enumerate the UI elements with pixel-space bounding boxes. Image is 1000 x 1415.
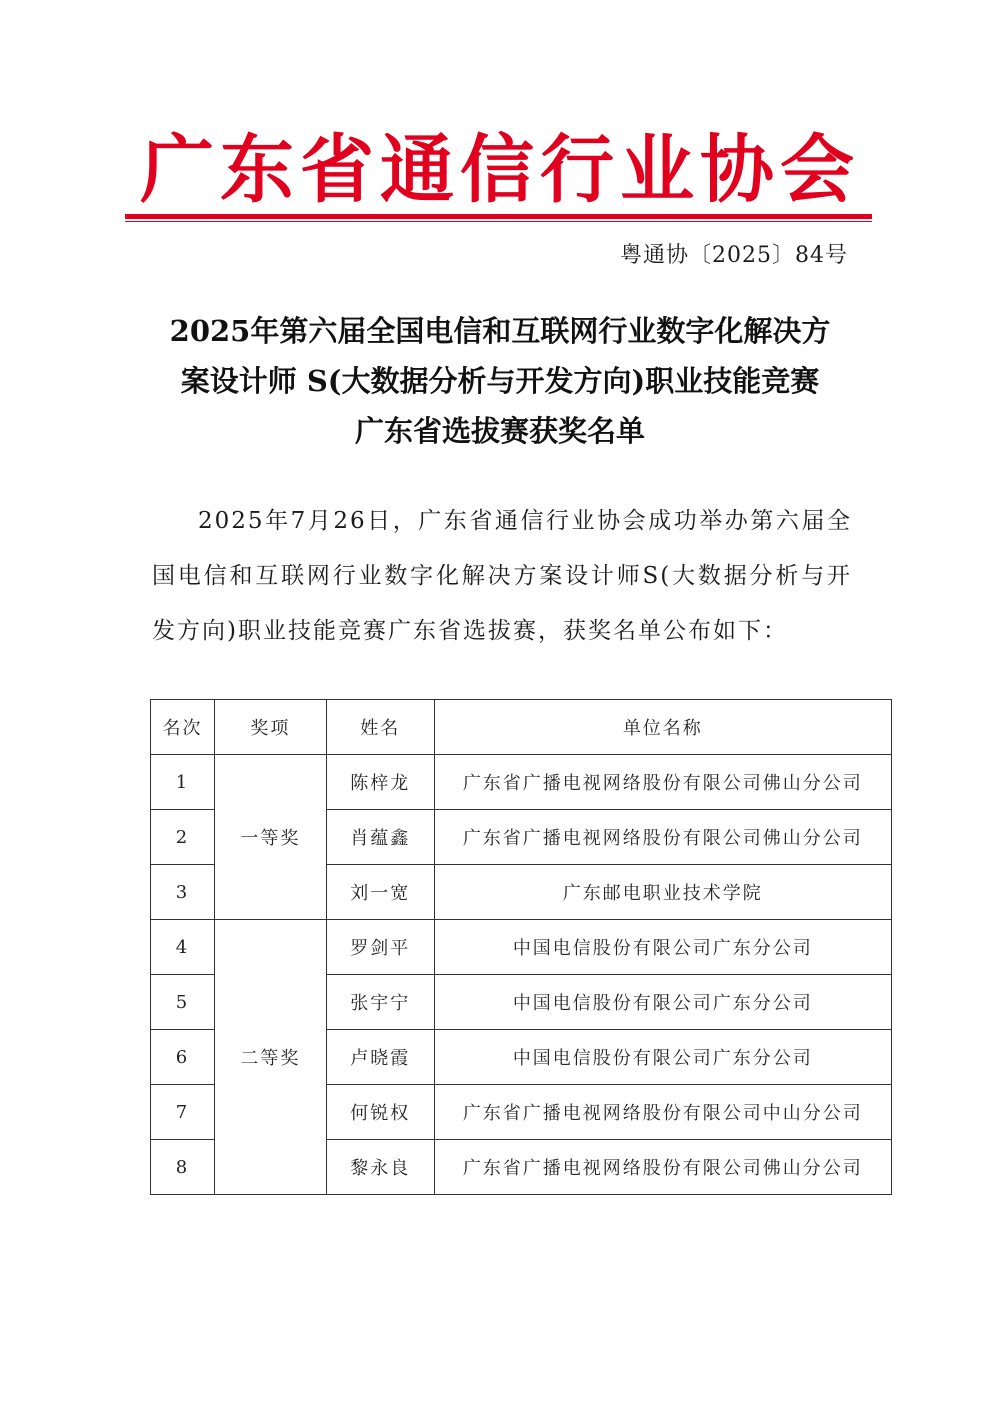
organization-cell: 中国电信股份有限公司广东分公司	[434, 920, 891, 975]
title-line-2: 案设计师 S(大数据分析与开发方向)职业技能竞赛	[180, 364, 820, 398]
award-cell-second-prize: 二等奖	[214, 920, 326, 1195]
letterhead-org-name: 广东省通信行业协会	[140, 127, 860, 213]
letterhead-red-rule	[125, 214, 872, 219]
rank-cell: 4	[151, 920, 215, 975]
name-cell: 刘一宽	[326, 865, 434, 920]
table-row	[151, 920, 892, 975]
document-number: 粤通协〔2025〕84号	[620, 243, 848, 268]
letterhead-red-rule-thin	[125, 221, 872, 222]
name-cell: 黎永良	[326, 1140, 434, 1195]
header-name: 姓名	[326, 700, 434, 755]
intro-paragraph: 2025年7月26日，广东省通信行业协会成功举办第六届全国电信和互联网行业数字化解决方案设计师S(大数据分析与开发方向)职业技能竞赛广东省选拔赛，获奖名单公布如下：	[152, 508, 852, 644]
award-cell-first-prize: 一等奖	[214, 755, 326, 920]
name-cell: 陈梓龙	[326, 755, 434, 810]
rank-cell: 5	[151, 975, 215, 1030]
header-award: 奖项	[214, 700, 326, 755]
rank-cell: 1	[151, 755, 215, 810]
rank-cell: 3	[151, 865, 215, 920]
name-cell: 张宇宁	[326, 975, 434, 1030]
organization-cell: 广东省广播电视网络股份有限公司佛山分公司	[434, 1140, 891, 1195]
title-line-1: 2025年第六届全国电信和互联网行业数字化解决方	[169, 314, 831, 348]
table-header-row	[151, 700, 892, 755]
organization-cell: 广东省广播电视网络股份有限公司中山分公司	[434, 1085, 891, 1140]
organization-cell: 广东省广播电视网络股份有限公司佛山分公司	[434, 810, 891, 865]
name-cell: 罗剑平	[326, 920, 434, 975]
table-row	[151, 755, 892, 810]
awards-table	[150, 699, 892, 1195]
rank-cell: 2	[151, 810, 215, 865]
name-cell: 卢晓霞	[326, 1030, 434, 1085]
name-cell: 何锐权	[326, 1085, 434, 1140]
document-title	[120, 306, 880, 456]
title-line-3: 广东省选拔赛获奖名单	[354, 414, 645, 448]
organization-cell: 广东邮电职业技术学院	[434, 865, 891, 920]
rank-cell: 7	[151, 1085, 215, 1140]
organization-cell: 中国电信股份有限公司广东分公司	[434, 975, 891, 1030]
rank-cell: 6	[151, 1030, 215, 1085]
header-organization: 单位名称	[434, 700, 891, 755]
rank-cell: 8	[151, 1140, 215, 1195]
name-cell: 肖蕴鑫	[326, 810, 434, 865]
organization-cell: 中国电信股份有限公司广东分公司	[434, 1030, 891, 1085]
header-rank: 名次	[151, 700, 215, 755]
organization-cell: 广东省广播电视网络股份有限公司佛山分公司	[434, 755, 891, 810]
